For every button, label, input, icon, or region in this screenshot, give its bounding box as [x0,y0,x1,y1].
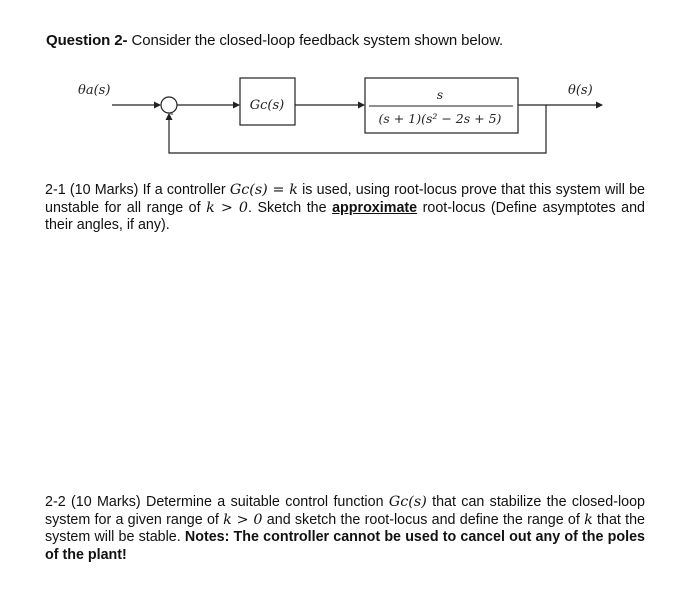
part2-mid1: that can stabilize the closed-loop system for a given range of [45,494,645,528]
part1-gc: Gc(s) [229,182,268,198]
part1-k-range: k > 0 [206,199,248,216]
summing-junction [161,97,177,113]
input-signal-label: θa(s) [78,83,111,98]
part1-suffix: root-locus (Define asymptotes and their angles, if any). [45,199,645,233]
part1-mid: is used, using root-locus prove that this system will be unstable for all range of [45,182,645,216]
part2-mid3: that the system will be stable. [45,511,646,545]
part2-k-range: k > 0 [223,511,263,528]
part1-eq: = k [267,182,298,198]
plant-denominator: (s + 1)(s² − 2s + 5) [378,111,502,126]
plant-numerator: s [436,87,444,102]
part2-note: Notes: The controller cannot be used to cancel out any of the poles of the plant! [45,529,645,563]
output-signal-label: θ(s) [568,83,593,98]
question-number: Question 2- [46,32,128,49]
part1-approximate: approximate [332,199,418,216]
part-2-2-text [45,494,645,564]
part2-k: k [584,511,593,528]
summing-sign: - [170,108,174,120]
question-intro: Consider the closed-loop feedback system shown below. [127,32,504,49]
part2-prefix: 2-2 (10 Marks) Determine a suitable control function [45,494,389,510]
part1-after-range: . Sketch the [248,199,333,216]
part2-mid2: and sketch the root-locus and define the range of [262,511,585,528]
controller-label: Gc(s) [249,98,285,113]
part1-prefix: 2-1 (10 Marks) If a controller [45,182,230,198]
part2-gc: Gc(s) [388,494,427,510]
block-diagram [0,0,700,170]
part-2-1-text [45,182,645,235]
